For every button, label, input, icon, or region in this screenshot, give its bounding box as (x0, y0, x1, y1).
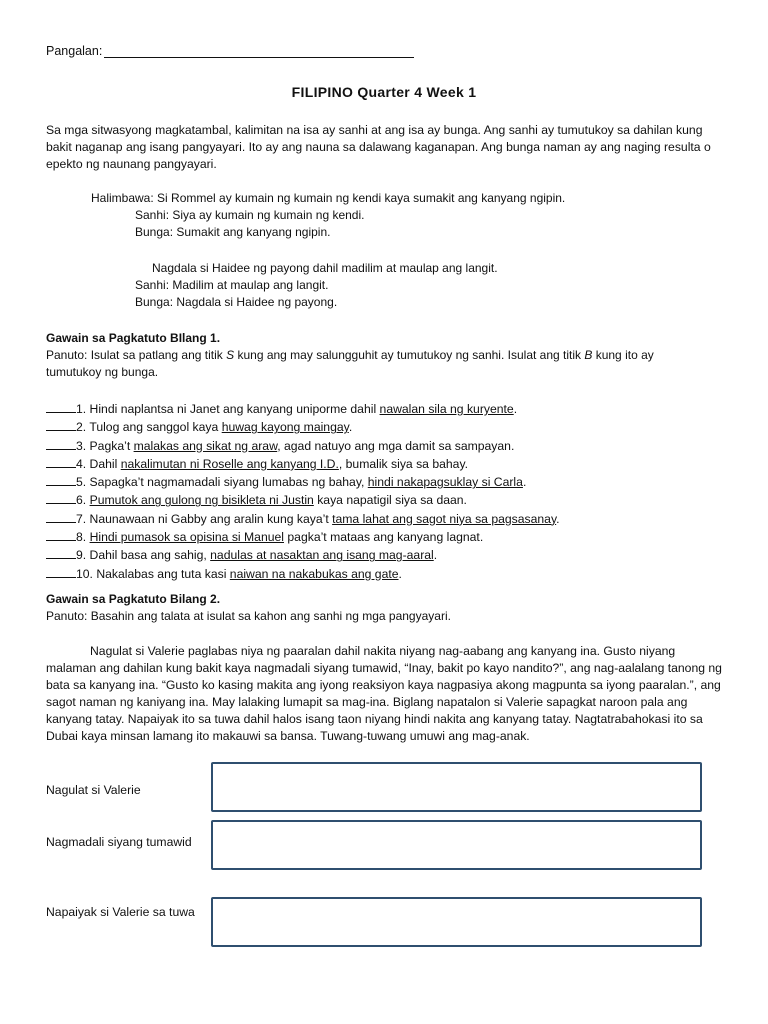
activity1-heading: Gawain sa Pagkatuto BIlang 1. (46, 331, 221, 345)
underlined-phrase: malakas ang sikat ng araw (133, 438, 278, 453)
item-text: 1. Hindi naplantsa ni Janet ang kanyang uniporme dahil (76, 402, 380, 416)
item-text: 4. Dahil (76, 456, 121, 471)
item-text: 2. Tulog ang sanggol kaya (76, 420, 222, 435)
underlined-phrase: nadulas at nasaktan ang isang mag-aaral (210, 548, 434, 563)
sanhi-label: Sanhi: (135, 278, 170, 292)
underlined-phrase: nakalimutan ni Roselle ang kanyang I.D. (120, 456, 339, 471)
item-text: 5. Sapagka’t nagmamadali siyang lumabas ng bahay, (76, 475, 368, 490)
list-item (46, 418, 560, 436)
answer-blank[interactable] (46, 418, 76, 431)
activity1-instructions-cont: tumutukoy ng bunga. (46, 365, 159, 379)
box-label-2: Nagmadali siyang tumawid (46, 835, 192, 849)
name-blank[interactable] (104, 44, 414, 58)
example2-sanhi: Sanhi: Madilim at maulap ang langit. (135, 278, 329, 292)
answer-blank[interactable] (46, 400, 76, 413)
list-item (46, 473, 560, 491)
answer-box-2[interactable] (211, 820, 702, 870)
page-title: FILIPINO Quarter 4 Week 1 (291, 84, 477, 100)
answer-box-1[interactable] (211, 762, 702, 812)
example1-sanhi: Sanhi: Siya ay kumain ng kumain ng kendi. (135, 208, 365, 222)
example2-bunga: Bunga: Nagdala si Haidee ng payong. (135, 295, 338, 309)
underlined-phrase: Pumutok ang gulong ng bisikleta ni Justin (89, 493, 314, 508)
answer-blank[interactable] (46, 473, 76, 486)
item-text: 9. Dahil basa ang sahig, (76, 548, 211, 563)
item-text: 7. Naunawaan ni Gabby ang aralin kung kaya’t (76, 511, 333, 526)
box-label-3: Napaiyak si Valerie sa tuwa (46, 905, 195, 919)
list-item (46, 546, 560, 564)
underlined-phrase: hindi nakapagsuklay si Carla (367, 475, 523, 490)
item-text-end: . (433, 548, 438, 563)
item-text-end: . (513, 402, 518, 416)
story-passage: Nagulat si Valerie paglabas niya ng paaralan dahil nakita niyang nag-aabang ang kanyang ina. Gusto niyang malaman ang dahilan kung bakit kaya nagmadali siyang tumawid, “Inay, bakit po kayo nandito?”, ang nag-aalalang tanong ng bata sa kanyang ina. “Gusto ko kasing makita ang iyong reaksiyon kaya nagpasiya akong magpunta sa iyong paaralan.”, ang sagot naman ng kaniyang ina. May lalaking lumapit sa mag-ina. Biglang napatalon si Valerie sapagkat naroon pala ang kanyang tatay. Napaiyak ito sa tuwa dahil halos isang taon niyang hindi nakita ang kanyang tatay. Nagtatrabahokasi ito sa Dubai kaya minsan lamang ito makauwi sa bansa. Tuwang-tuwang umuwi ang mag-anak. (46, 644, 722, 743)
item-text-end: , agad natuyo ang mga damit sa sampayan. (277, 438, 515, 453)
list-item (46, 437, 560, 455)
underlined-phrase: Hindi pumasok sa opisina si Manuel (89, 530, 284, 545)
list-item (46, 565, 560, 583)
answer-blank[interactable] (46, 565, 76, 578)
underlined-phrase: naiwan na nakabukas ang gate (229, 566, 399, 581)
answer-blank[interactable] (46, 491, 76, 504)
name-row (46, 44, 414, 58)
item-text-end: . (348, 420, 353, 435)
item-text-end: . (556, 511, 560, 526)
list-item (46, 491, 560, 509)
list-item (46, 510, 560, 528)
example2-text: Nagdala si Haidee ng payong dahil madilim at maulap ang langit. (152, 261, 498, 275)
item-text: 3. Pagka’t (76, 438, 134, 453)
item-text-end: , bumalik siya sa bahay. (338, 456, 469, 471)
activity1-item-list (46, 400, 560, 583)
list-item (46, 455, 560, 473)
item-text: 8. (76, 530, 90, 545)
activity2-instructions: Panuto: Basahin ang talata at isulat sa kahon ang sanhi ng mga pangyayari. (46, 609, 451, 623)
item-text-end: pagka’t mataas ang kanyang lagnat. (284, 530, 484, 545)
answer-blank[interactable] (46, 546, 76, 559)
example1-bunga: Bunga: Sumakit ang kanyang ngipin. (135, 225, 331, 239)
underlined-phrase: nawalan sila ng kuryente (379, 402, 514, 416)
item-text-end: . (522, 475, 527, 490)
example1-label: Halimbawa: (91, 191, 154, 205)
activity1-instructions: Panuto: Isulat sa patlang ang titik S kung ang may salungguhit ay tumutukoy ng sanhi. Isulat ang titik B kung ito ay (46, 348, 654, 362)
underlined-phrase: tama lahat ang sagot niya sa pagsasanay (332, 511, 557, 526)
answer-blank[interactable] (46, 510, 76, 523)
item-text: 10. Nakalabas ang tuta kasi (76, 566, 230, 581)
bunga-label: Bunga: (135, 295, 174, 309)
answer-blank[interactable] (46, 528, 76, 541)
name-label: Pangalan: (46, 44, 103, 58)
underlined-phrase: huwag kayong maingay (221, 420, 349, 435)
answer-blank[interactable] (46, 455, 76, 468)
example1-line (91, 191, 565, 205)
intro-paragraph: Sa mga sitwasyong magkatambal, kalimitan na isa ay sanhi at ang isa ay bunga. Ang sanhi ay tumutukoy sa dahilan kung bakit naganap ang isang pangyayari. Ito ay ang nauna sa dalawang kaganapan. Ang bunga naman ay ang naging resulta o epekto ng naunang pangyayari. (46, 123, 711, 171)
item-text: 6. (76, 493, 90, 508)
activity2-heading: Gawain sa Pagkatuto Bilang 2. (46, 592, 221, 606)
answer-box-3[interactable] (211, 897, 702, 947)
sanhi-label: Sanhi: (135, 208, 170, 222)
example1-text: Si Rommel ay kumain ng kumain ng kendi kaya sumakit ang kanyang ngipin. (153, 191, 566, 205)
box-label-1: Nagulat si Valerie (46, 783, 141, 797)
item-text-end: kaya napatigil siya sa daan. (313, 493, 467, 508)
list-item (46, 528, 560, 546)
answer-blank[interactable] (46, 437, 76, 450)
item-text-end: . (398, 566, 402, 581)
bunga-label: Bunga: (135, 225, 174, 239)
list-item (46, 400, 560, 418)
